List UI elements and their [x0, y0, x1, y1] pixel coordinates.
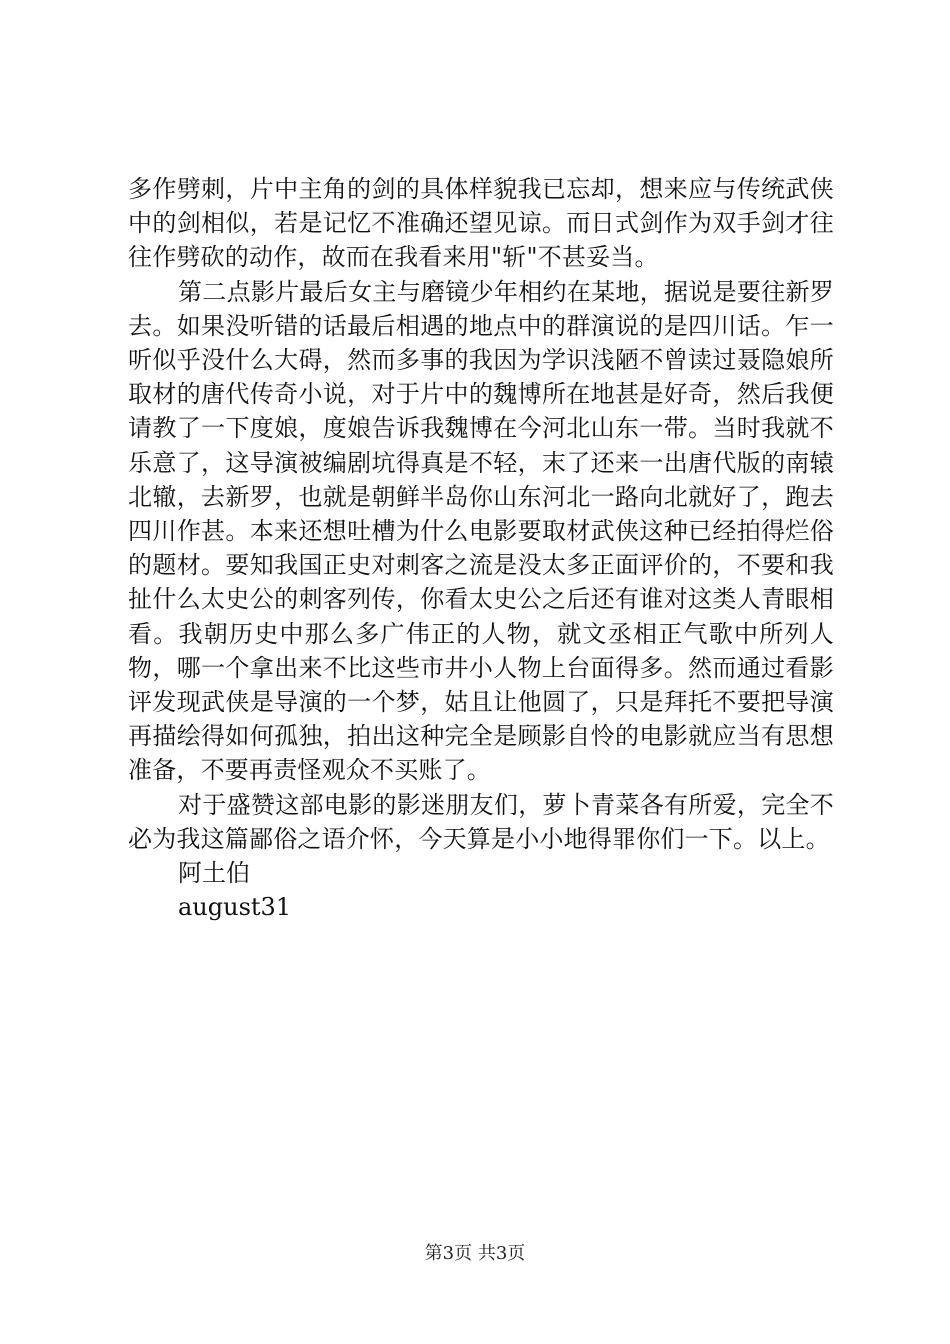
- signature-date: august31: [178, 893, 292, 922]
- paragraph-closing: 对于盛赞这部电影的影迷朋友们，萝卜青菜各有所爱，完全不必为我这篇鄙俗之语介怀，今天算是小小地得罪你们一下。以上。: [128, 790, 834, 853]
- page-footer: 第3页 共3页: [424, 1243, 526, 1264]
- signature-name: 阿土伯: [178, 859, 250, 888]
- paragraph-second-point: 第二点影片最后女主与磨镜少年相约在某地，据说是要往新罗去。如果没听错的话最后相遇的地点中的群演说的是四川话。乍一听似乎没什么大碍，然而多事的我因为学识浅陋不曾读过聂隐娘所取材的唐代传奇小说，对于片中的魏博所在地甚是好奇，然后我便请教了一下度娘，度娘告诉我魏博在今河北山东一带。当时我就不乐意了，这导演被编剧坑得真是不轻，末了还来一出唐代版的南辕北辙，去新罗，也就是朝鲜半岛你山东河北一路向北就好了，跑去四川作甚。本来还想吐槽为什么电影要取材武侠这种已经拍得烂俗的题材。要知我国正史对刺客之流是没太多正面评价的，不要和我扯什么太史公的刺客列传，你看太史公之后还有谁对这类人青眼相看。我朝历史中那么多广伟正的人物，就文丞相正气歌中所列人物，哪一个拿出来不比这些市井小人物上台面得多。然而通过看影评发现武侠是导演的一个梦，姑且让他圆了，只是拜托不要把导演再描绘得如何孤独，拍出这种完全是顾影自怜的电影就应当有思想准备，不要再责怪观众不买账了。: [128, 277, 834, 785]
- document-body: [128, 172, 834, 924]
- paragraph-continuation: 多作劈刺，片中主角的剑的具体样貌我已忘却，想来应与传统武侠中的剑相似，若是记忆不准确还望见谅。而日式剑作为双手剑才往往作劈砍的动作，故而在我看来用"斩"不甚妥当。: [128, 175, 834, 272]
